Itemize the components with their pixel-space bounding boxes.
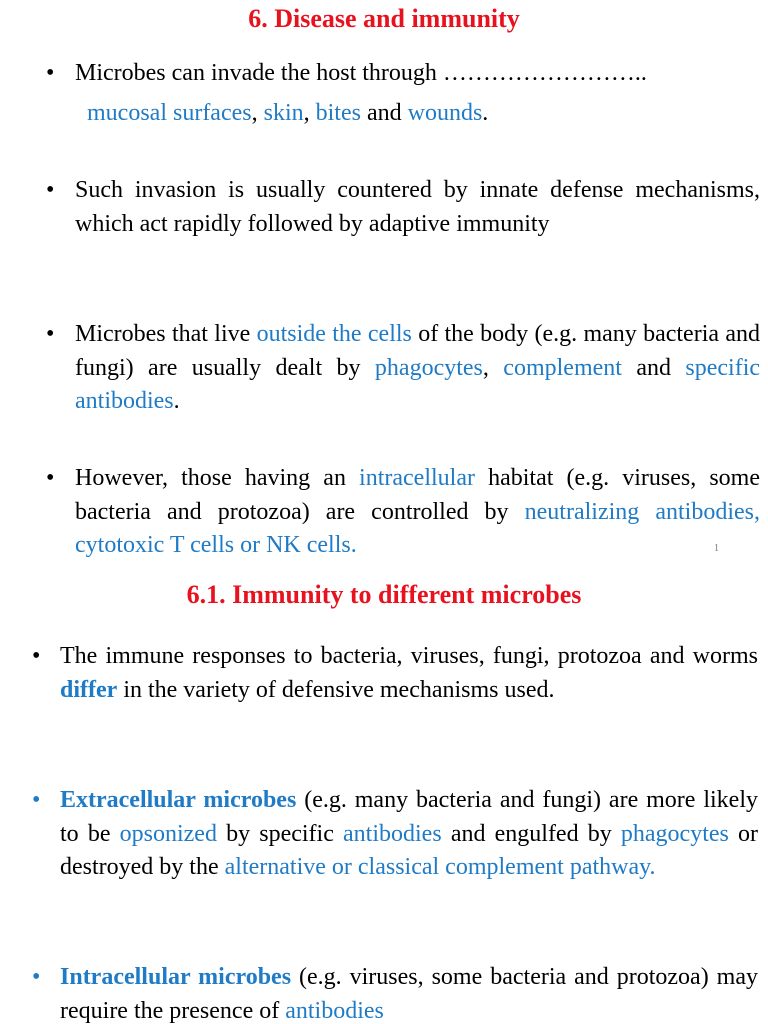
text: The immune responses to bacteria, viruses, fungi, protozoa and worms: [60, 643, 758, 669]
bullet-innate-defense: [46, 174, 760, 241]
term-opsonized: opsonized: [119, 820, 217, 847]
comma: ,: [303, 99, 316, 126]
text: by specific: [216, 820, 344, 847]
term-skin: skin: [263, 99, 304, 126]
bullet-intracellular-microbes: [32, 961, 758, 1024]
section-title-disease-immunity: 6. Disease and immunity: [248, 4, 520, 33]
term-differ: differ: [60, 676, 118, 703]
bullet-dot: •: [46, 60, 55, 86]
bullet-invasion-routes-line1: [46, 57, 758, 91]
term-complement-pathway: alternative or classical complement pathway.: [224, 854, 656, 880]
bullet-dot: •: [32, 787, 41, 813]
section-title-immunity-microbes: 6.1. Immunity to different microbes: [186, 580, 582, 609]
text: or destroyed by the: [60, 820, 758, 880]
bullet-dot: •: [46, 321, 55, 347]
bullet-intracellular-habitat: [46, 462, 760, 563]
term-mucosal-surfaces: mucosal surfaces: [87, 99, 252, 126]
bullet-dot: •: [32, 964, 41, 990]
innate-defense-text: Such invasion is usually countered by innate defense mechanisms, which act rapidly followed by adaptive immunity: [75, 177, 760, 237]
bullet-dot: •: [46, 465, 55, 491]
bullet-intracellular-microbes-text: [32, 961, 758, 1024]
invasion-text: Microbes can invade the host through ……………………..: [75, 60, 647, 86]
bullet-extracellular-microbes: [32, 784, 758, 885]
term-antibodies: antibodies: [285, 997, 384, 1024]
term-intracellular-microbes: Intracellular microbes: [60, 964, 292, 990]
text: (e.g. many bacteria and fungi) are more likely to be: [60, 787, 758, 847]
bullet-invasion-routes: [46, 57, 758, 130]
term-bites: bites: [315, 99, 361, 126]
text: of the body (e.g. many bacteria and fungi) are usually dealt by: [75, 321, 760, 381]
term-specific-antibodies: specific antibodies: [75, 354, 761, 414]
text: Microbes that live: [75, 321, 257, 347]
bullet-extracellular-dealt: [46, 318, 760, 419]
bullet-extracellular-microbes-text: [32, 784, 758, 885]
text: However, those having an: [75, 465, 360, 491]
term-antibodies: antibodies: [343, 820, 442, 847]
text: .: [173, 388, 180, 414]
term-outside-cells: outside the cells: [256, 321, 412, 347]
text: habitat (e.g. viruses, some bacteria and protozoa) are controlled by: [75, 465, 760, 525]
text: (e.g. viruses, some bacteria and protozoa) may require the presence of: [60, 964, 758, 1024]
bullet-extracellular-dealt-text: [46, 318, 760, 419]
term-phagocytes: phagocytes: [620, 820, 729, 847]
term-phagocytes: phagocytes: [374, 354, 483, 381]
comma: ,: [251, 99, 264, 126]
text: and engulfed by: [441, 820, 621, 847]
bullet-immune-responses-differ: [32, 640, 758, 707]
text: and: [621, 354, 686, 381]
bullet-invasion-routes-line2: [46, 97, 758, 131]
text: in the variety of defensive mechanisms used.: [117, 676, 555, 703]
term-wounds: wounds: [407, 99, 483, 126]
term-neutralizing-antibodies: neutralizing antibodies, cytotoxic T cells or NK cells.: [75, 498, 760, 558]
bullet-intracellular-habitat-text: [46, 462, 760, 563]
text: ,: [482, 354, 504, 381]
bullet-immune-responses-differ-text: [32, 640, 758, 707]
term-complement: complement: [503, 354, 622, 381]
bullet-dot: •: [46, 177, 55, 203]
page-number: 1: [714, 543, 719, 554]
bullet-dot: •: [32, 643, 41, 669]
and-text: and: [360, 99, 408, 126]
term-extracellular-microbes: Extracellular microbes: [60, 787, 297, 813]
term-intracellular: intracellular: [359, 465, 475, 491]
bullet-innate-defense-text: [46, 174, 760, 241]
period: .: [482, 99, 489, 126]
